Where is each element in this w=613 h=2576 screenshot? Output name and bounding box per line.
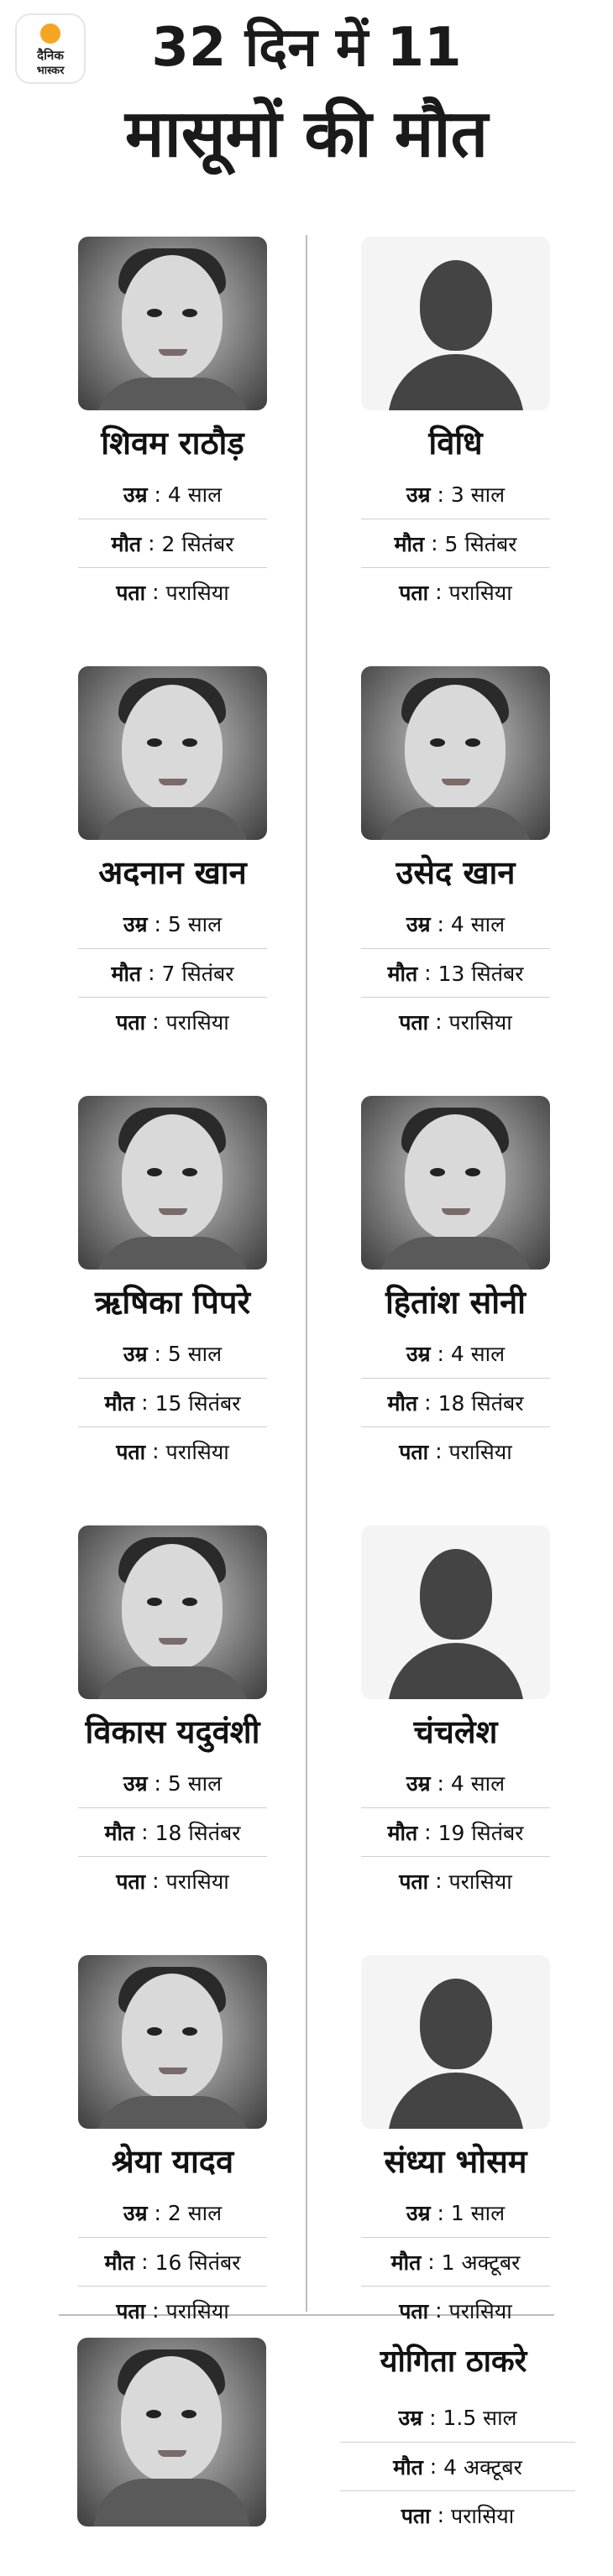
age-value: 5 साल <box>167 1771 223 1796</box>
death-row: मौत : 18 सितंबर <box>361 1378 550 1426</box>
address-row: पता : परासिया <box>78 567 267 616</box>
address-row: पता : परासिया <box>78 2286 267 2334</box>
age-value: 1 साल <box>450 2201 506 2225</box>
child-card <box>40 666 292 1069</box>
child-name: अदनान खान <box>98 854 247 891</box>
address-label: पता <box>116 1009 146 1035</box>
death-row: मौत : 16 सितंबर <box>78 2237 267 2286</box>
child-photo <box>78 237 267 410</box>
death-row: मौत : 13 सितंबर <box>361 948 550 997</box>
death-row: मौत : 7 सितंबर <box>78 948 267 997</box>
child-name: विधि <box>428 425 483 461</box>
address-value: परासिया <box>165 1869 229 1894</box>
death-row: मौत : 4 अक्टूबर <box>340 2442 575 2490</box>
address-row: पता : परासिया <box>340 2490 575 2539</box>
logo-line-2: भास्कर <box>36 65 65 77</box>
age-label: उम्र <box>406 2201 431 2225</box>
child-card <box>323 1955 575 2358</box>
age-row: उम्र : 4 साल <box>361 900 550 948</box>
death-value: 13 सितंबर <box>437 961 524 986</box>
age-label: उम्र <box>123 2201 148 2225</box>
child-photo <box>78 666 267 840</box>
age-label: उम्र <box>406 1342 431 1366</box>
age-value: 4 साल <box>167 482 223 507</box>
child-name: योगिता ठाकरे <box>380 2344 527 2379</box>
death-row: मौत : 5 सितंबर <box>361 519 550 567</box>
address-value: परासिया <box>448 2298 512 2323</box>
age-label: उम्र <box>398 2406 423 2430</box>
vertical-divider <box>306 235 307 2312</box>
age-label: उम्र <box>123 1771 148 1796</box>
child-card <box>40 1955 292 2358</box>
child-photo <box>361 1096 550 1270</box>
death-value: 19 सितंबर <box>437 1820 524 1845</box>
address-value: परासिया <box>165 1439 229 1464</box>
child-card <box>40 237 292 639</box>
child-photo <box>78 1096 267 1270</box>
child-name: हितांश सोनी <box>385 1284 527 1321</box>
death-label: मौत <box>104 1390 135 1416</box>
age-value: 3 साल <box>450 482 506 507</box>
age-value: 2 साल <box>167 2201 223 2225</box>
death-label: मौत <box>393 2454 423 2480</box>
age-row: उम्र : 3 साल <box>361 470 550 519</box>
death-value: 7 सितंबर <box>161 961 234 986</box>
age-row: उम्र : 4 साल <box>361 1329 550 1378</box>
address-value: परासिया <box>165 580 229 605</box>
child-photo <box>78 1955 267 2129</box>
child-name: चंचलेश <box>413 1713 498 1750</box>
death-label: मौत <box>111 531 142 556</box>
death-label: मौत <box>387 1390 418 1416</box>
child-name: ऋषिका पिपरे <box>94 1284 251 1321</box>
child-card <box>323 1525 575 1928</box>
age-value: 5 साल <box>167 1342 223 1366</box>
death-row: मौत : 19 सितंबर <box>361 1807 550 1856</box>
silhouette-placeholder-icon <box>361 237 550 410</box>
address-row: पता : परासिया <box>78 1426 267 1475</box>
death-label: मौत <box>394 531 425 556</box>
child-card <box>40 1525 292 1928</box>
death-label: मौत <box>387 961 418 986</box>
child-card <box>323 237 575 639</box>
address-row: पता : परासिया <box>361 1426 550 1475</box>
address-label: पता <box>399 1009 429 1035</box>
address-row: पता : परासिया <box>361 567 550 616</box>
address-value: परासिया <box>165 1009 229 1035</box>
child-card <box>40 1096 292 1499</box>
age-value: 4 साल <box>450 1342 506 1366</box>
age-label: उम्र <box>406 1771 431 1796</box>
child-name: उसेद खान <box>396 854 516 891</box>
death-value: 16 सितंबर <box>155 2250 241 2275</box>
child-photo <box>361 666 550 840</box>
age-label: उम्र <box>406 482 431 507</box>
death-value: 4 अक्टूबर <box>443 2454 522 2480</box>
death-label: मौत <box>111 961 142 986</box>
address-row: पता : परासिया <box>78 1856 267 1905</box>
age-row: उम्र : 1 साल <box>361 2188 550 2237</box>
logo-line-1: दैनिक <box>37 48 64 63</box>
age-label: उम्र <box>123 912 148 936</box>
death-row: मौत : 18 सितंबर <box>78 1807 267 1856</box>
address-value: परासिया <box>448 580 512 605</box>
address-value: परासिया <box>448 1009 512 1035</box>
death-label: मौत <box>390 2250 422 2275</box>
child-card-yogita <box>319 2341 588 2576</box>
child-name: श्रेया यादव <box>111 2143 234 2180</box>
age-label: उम्र <box>123 1342 148 1366</box>
death-label: मौत <box>104 1820 135 1845</box>
age-value: 5 साल <box>167 912 223 936</box>
address-label: पता <box>399 1439 429 1464</box>
child-card <box>323 666 575 1069</box>
age-value: 4 साल <box>450 1771 506 1796</box>
child-name: शिवम राठौड़ <box>101 425 244 461</box>
death-value: 5 सितंबर <box>444 531 517 556</box>
child-name: विकास यदुवंशी <box>85 1713 260 1750</box>
death-value: 18 सितंबर <box>437 1390 524 1416</box>
child-photo <box>78 1525 267 1699</box>
age-label: उम्र <box>406 912 431 936</box>
age-value: 1.5 साल <box>443 2406 517 2430</box>
death-value: 2 सितंबर <box>161 531 234 556</box>
silhouette-placeholder-icon <box>361 1955 550 2129</box>
death-row: मौत : 2 सितंबर <box>78 519 267 567</box>
age-row: उम्र : 4 साल <box>361 1759 550 1807</box>
death-value: 18 सितंबर <box>155 1820 241 1845</box>
child-card <box>323 1096 575 1499</box>
child-name: संध्या भोसम <box>384 2143 527 2180</box>
age-row: उम्र : 2 साल <box>78 2188 267 2237</box>
age-value: 4 साल <box>450 912 506 936</box>
page-title-line-1: 32 दिन में 11 <box>151 17 462 79</box>
death-row: मौत : 1 अक्टूबर <box>361 2237 550 2286</box>
age-row: उम्र : 1.5 साल <box>340 2393 575 2442</box>
death-label: मौत <box>104 2250 135 2275</box>
death-label: मौत <box>387 1820 418 1845</box>
address-label: पता <box>116 1869 146 1894</box>
page-title-line-2: मासूमों की मौत <box>124 96 489 172</box>
death-row: मौत : 15 सितंबर <box>78 1378 267 1426</box>
address-value: परासिया <box>448 1869 512 1894</box>
silhouette-placeholder-icon <box>361 1525 550 1699</box>
address-label: पता <box>399 1869 429 1894</box>
address-value: परासिया <box>451 2503 515 2528</box>
address-row: पता : परासिया <box>361 1856 550 1905</box>
age-label: उम्र <box>123 482 148 507</box>
age-row: उम्र : 5 साल <box>78 1759 267 1807</box>
address-label: पता <box>399 2298 429 2323</box>
age-row: उम्र : 5 साल <box>78 1329 267 1378</box>
child-photo <box>77 2338 266 2526</box>
address-row: पता : परासिया <box>78 997 267 1046</box>
address-row: पता : परासिया <box>361 997 550 1046</box>
address-label: पता <box>116 1439 146 1464</box>
address-label: पता <box>399 580 429 605</box>
death-value: 15 सितंबर <box>155 1390 241 1416</box>
address-value: परासिया <box>448 1439 512 1464</box>
address-label: पता <box>116 2298 146 2323</box>
age-row: उम्र : 4 साल <box>78 470 267 519</box>
age-row: उम्र : 5 साल <box>78 900 267 948</box>
address-label: पता <box>401 2503 431 2528</box>
death-value: 1 अक्टूबर <box>441 2250 521 2275</box>
address-label: पता <box>116 580 146 605</box>
address-value: परासिया <box>165 2298 229 2323</box>
address-row: पता : परासिया <box>361 2286 550 2334</box>
